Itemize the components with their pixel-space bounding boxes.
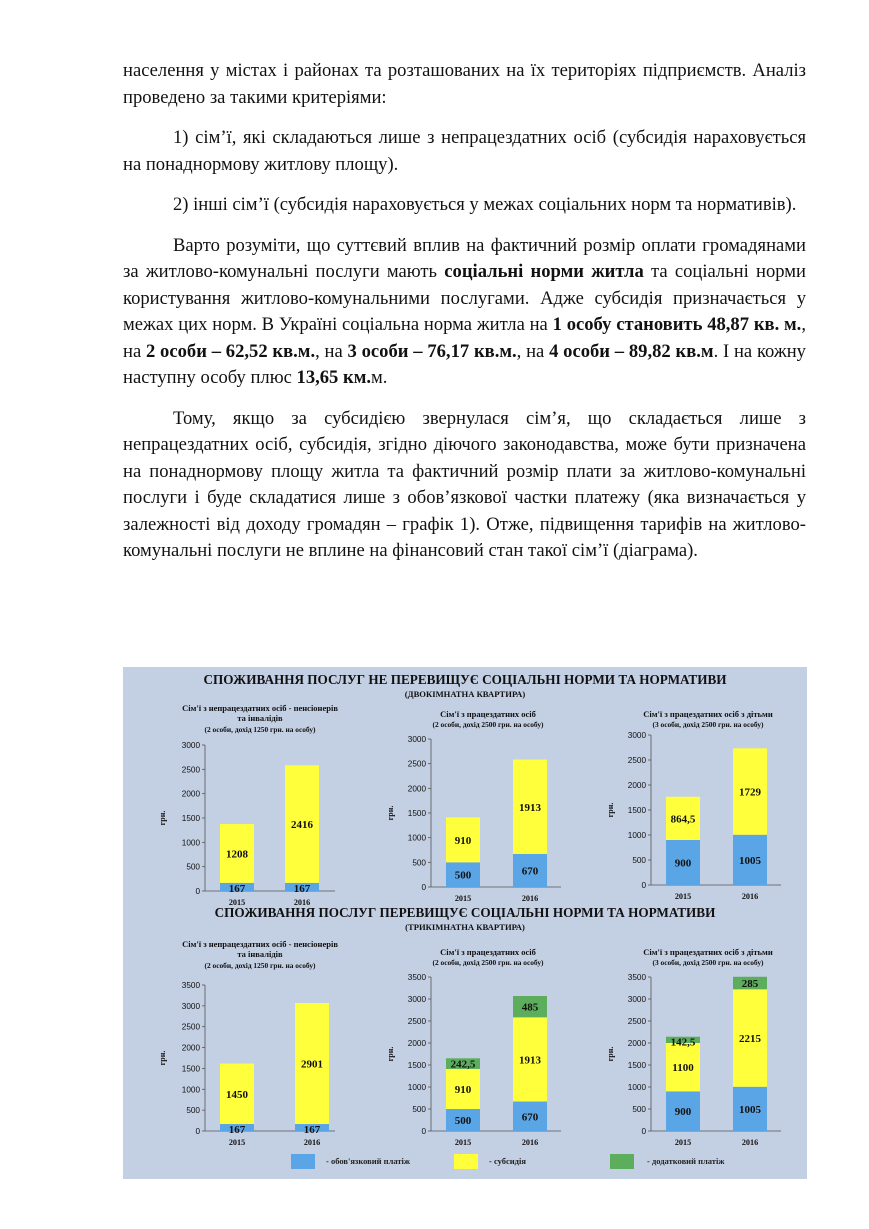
y-tick-label: 2500 bbox=[407, 1017, 426, 1026]
chart-pensioners-two-room bbox=[145, 699, 345, 919]
legend-label-additional: - додатковий платіж bbox=[647, 1156, 725, 1166]
chart-subtitle: (3 особи, дохід 2500 грн. на особу) bbox=[652, 958, 764, 967]
chart-title-line: Сім'ї з непрацездатних осіб - пенсіонерів bbox=[182, 939, 338, 949]
x-tick-label: 2016 bbox=[741, 892, 759, 901]
y-tick-label: 1000 bbox=[407, 833, 426, 843]
bold-run: 1 особу становить 48,87 кв. м. bbox=[552, 314, 802, 335]
legend-label-subsidy: - субсидія bbox=[489, 1156, 526, 1166]
y-tick-label: 1000 bbox=[627, 1083, 646, 1092]
y-tick-label: 2000 bbox=[627, 1039, 646, 1048]
data-label-mandatory: 900 bbox=[674, 857, 692, 870]
y-tick-label: 500 bbox=[632, 1105, 646, 1114]
x-tick-label: 2016 bbox=[521, 894, 539, 903]
y-tick-label: 1500 bbox=[627, 1061, 646, 1070]
y-tick-label: 2000 bbox=[181, 789, 200, 799]
chart-svg bbox=[593, 705, 793, 919]
chart-workers-three-room bbox=[373, 943, 573, 1157]
x-tick-label: 2016 bbox=[741, 1138, 759, 1147]
y-tick-label: 0 bbox=[421, 1127, 426, 1136]
chart-title-line: та інвалідів bbox=[237, 949, 283, 959]
y-tick-label: 0 bbox=[641, 1127, 646, 1136]
data-label-subsidy: 2215 bbox=[739, 1033, 761, 1046]
x-tick-label: 2015 bbox=[674, 1138, 692, 1147]
chart-svg bbox=[373, 705, 573, 919]
data-label-subsidy: 864,5 bbox=[670, 813, 696, 826]
data-label-subsidy: 1208 bbox=[226, 848, 248, 861]
data-label-mandatory: 500 bbox=[454, 869, 472, 882]
y-tick-label: 1000 bbox=[407, 1083, 426, 1092]
top-section-subtitle: (ДВОКІМНАТНА КВАРТИРА) bbox=[404, 689, 526, 699]
paragraph-4 bbox=[123, 233, 806, 392]
chart-title-line: та інвалідів bbox=[237, 713, 283, 723]
x-tick-label: 2016 bbox=[521, 1138, 539, 1147]
bold-run: 4 особи – 89,82 кв.м bbox=[549, 340, 714, 362]
y-tick-label: 3000 bbox=[407, 735, 426, 744]
bold-run: 13,65 км. bbox=[296, 367, 372, 388]
y-axis-label: грн. bbox=[386, 1046, 395, 1062]
text-run: , на bbox=[516, 340, 550, 362]
data-label-mandatory: 500 bbox=[454, 1115, 472, 1127]
y-tick-label: 2000 bbox=[407, 784, 426, 794]
chart-workers-two-room bbox=[373, 705, 573, 919]
data-label-subsidy: 1913 bbox=[519, 1054, 541, 1067]
chart-title: Сім'ї з працездатних осіб з дітьми bbox=[643, 709, 773, 719]
y-tick-label: 0 bbox=[641, 881, 646, 890]
data-label-mandatory: 167 bbox=[303, 1124, 321, 1137]
y-tick-label: 500 bbox=[412, 858, 426, 868]
y-tick-label: 500 bbox=[186, 1106, 200, 1116]
data-label-mandatory: 167 bbox=[228, 1124, 246, 1137]
data-label-subsidy: 2901 bbox=[301, 1058, 323, 1071]
y-tick-label: 500 bbox=[186, 862, 200, 872]
paragraph-2: 1) сім’ї, які складаються лише з непрацездатних осіб (субсидія нараховується на понаднормову житлову площу). bbox=[123, 127, 806, 175]
bold-run: 2 особи – 62,52 кв.м. bbox=[145, 340, 316, 362]
chart-workers-children-two-room bbox=[593, 705, 793, 919]
x-tick-label: 2015 bbox=[454, 894, 472, 903]
x-tick-label: 2016 bbox=[303, 1138, 321, 1147]
legend-swatch-subsidy bbox=[454, 1154, 478, 1169]
data-label-additional: 285 bbox=[741, 978, 759, 991]
y-axis-label: грн. bbox=[386, 805, 395, 821]
y-tick-label: 2500 bbox=[181, 765, 200, 775]
text-run: , на bbox=[315, 340, 348, 362]
y-tick-label: 1000 bbox=[627, 831, 646, 840]
text-run: Варто розуміти, що суттєвий вплив на фактичний розмір оплати громадянами за житлово-комунальні послуги мають bbox=[123, 234, 806, 282]
y-tick-label: 3500 bbox=[627, 973, 646, 982]
chart-title: Сім'ї з працездатних осіб з дітьми bbox=[643, 947, 773, 957]
chart-subtitle: (2 особи, дохід 2500 грн. на особу) bbox=[432, 720, 544, 729]
bold-run: 3 особи – 76,17 кв.м. bbox=[347, 340, 517, 362]
chart-svg bbox=[145, 935, 345, 1157]
data-label-subsidy: 1100 bbox=[672, 1062, 694, 1075]
chart-subtitle: (2 особи, дохід 2500 грн. на особу) bbox=[432, 958, 544, 967]
y-tick-label: 2000 bbox=[407, 1039, 426, 1048]
y-tick-label: 2500 bbox=[181, 1022, 200, 1032]
data-label-subsidy: 1729 bbox=[739, 786, 761, 799]
y-tick-label: 1500 bbox=[181, 814, 200, 823]
data-label-mandatory: 1005 bbox=[739, 854, 761, 867]
legend-swatch-mandatory bbox=[291, 1154, 315, 1169]
x-tick-label: 2015 bbox=[228, 1138, 246, 1147]
data-label-mandatory: 900 bbox=[674, 1106, 692, 1119]
data-label-additional: 485 bbox=[521, 1001, 539, 1014]
y-tick-label: 0 bbox=[195, 887, 200, 896]
chart-svg bbox=[145, 699, 345, 919]
y-tick-label: 2000 bbox=[627, 781, 646, 790]
y-axis-label: грн. bbox=[606, 802, 615, 818]
data-label-additional: 142,5 bbox=[670, 1036, 696, 1049]
data-label-additional: 242,5 bbox=[450, 1058, 476, 1071]
bottom-section-title: СПОЖИВАННЯ ПОСЛУГ ПЕРЕВИЩУЄ СОЦІАЛЬНІ НОРМИ ТА НОРМАТИВИ bbox=[214, 905, 716, 920]
y-tick-label: 1500 bbox=[407, 1061, 426, 1070]
chart-svg bbox=[593, 943, 793, 1157]
y-axis-label: грн. bbox=[158, 1050, 167, 1066]
legend-label-mandatory: - обов'язковий платіж bbox=[326, 1156, 411, 1166]
data-label-mandatory: 670 bbox=[521, 865, 539, 878]
paragraph-5: Тому, якщо за субсидією звернулася сім’я, що складається лише з непрацездатних осіб, субсидія, згідно діючого законодавства, може бути призначена на понаднормову площу житла та фактичний розмір плати за житлово-комунальні послуги і буде складатися лише з обов’язкової частки платежу (яка визначається у залежності від доходу громадян – графік 1). Отже, підвищення тарифів на житлово-комунальні послуги не вплине на фінансовий стан такої сім’ї (діаграма). bbox=[123, 407, 806, 561]
paragraph-3: 2) інші сім’ї (субсидія нараховується у межах соціальних норм та нормативів). bbox=[173, 194, 797, 215]
legend-swatch-additional bbox=[610, 1154, 634, 1169]
y-tick-label: 1000 bbox=[181, 1085, 200, 1095]
data-label-subsidy: 910 bbox=[454, 1083, 472, 1096]
data-label-mandatory: 167 bbox=[293, 882, 311, 895]
chart-svg bbox=[373, 943, 573, 1157]
text-run: , на bbox=[123, 314, 806, 362]
x-tick-label: 2015 bbox=[454, 1138, 472, 1147]
y-tick-label: 3000 bbox=[627, 995, 646, 1004]
y-tick-label: 500 bbox=[412, 1105, 426, 1114]
y-tick-label: 2000 bbox=[181, 1043, 200, 1053]
data-label-subsidy: 1913 bbox=[519, 801, 541, 814]
y-tick-label: 3000 bbox=[407, 995, 426, 1004]
chart-title: Сім'ї з працездатних осіб bbox=[440, 709, 536, 719]
y-tick-label: 2500 bbox=[407, 759, 426, 769]
chart-title-line: Сім'ї з непрацездатних осіб - пенсіонерів bbox=[182, 703, 338, 713]
y-tick-label: 3500 bbox=[407, 973, 426, 982]
y-tick-label: 1500 bbox=[407, 809, 426, 818]
infographic-panel bbox=[123, 667, 807, 1179]
bold-run: соціальні норми житла bbox=[444, 261, 644, 282]
top-section-title: СПОЖИВАННЯ ПОСЛУГ НЕ ПЕРЕВИЩУЄ СОЦІАЛЬНІ НОРМИ ТА НОРМАТИВИ bbox=[203, 672, 727, 687]
chart-subtitle: (2 особи, дохід 1250 грн. на особу) bbox=[204, 725, 316, 734]
x-tick-label: 2016 bbox=[293, 898, 311, 907]
data-label-subsidy: 2416 bbox=[291, 819, 313, 832]
data-label-mandatory: 1005 bbox=[739, 1103, 761, 1116]
chart-title: Сім'ї з працездатних осіб bbox=[440, 947, 536, 957]
y-axis-label: грн. bbox=[606, 1046, 615, 1062]
y-tick-label: 1000 bbox=[181, 838, 200, 848]
chart-workers-children-three-room bbox=[593, 943, 793, 1157]
y-tick-label: 3000 bbox=[181, 741, 200, 750]
y-tick-label: 0 bbox=[195, 1127, 200, 1136]
y-tick-label: 1500 bbox=[181, 1064, 200, 1074]
y-tick-label: 1500 bbox=[627, 806, 646, 815]
y-tick-label: 0 bbox=[421, 883, 426, 892]
chart-subtitle: (3 особи, дохід 2500 грн. на особу) bbox=[652, 720, 764, 729]
x-tick-label: 2015 bbox=[674, 892, 692, 901]
y-tick-label: 500 bbox=[632, 856, 646, 865]
data-label-mandatory: 670 bbox=[521, 1111, 539, 1124]
y-tick-label: 2500 bbox=[627, 1017, 646, 1026]
y-tick-label: 3000 bbox=[181, 1001, 200, 1011]
text-run: . І на кожну наступну особу плюс bbox=[123, 340, 806, 388]
data-label-subsidy: 910 bbox=[454, 834, 472, 847]
y-tick-label: 2500 bbox=[627, 756, 646, 765]
data-label-subsidy: 1450 bbox=[226, 1088, 248, 1101]
text-run: м. bbox=[371, 367, 388, 388]
y-tick-label: 3000 bbox=[627, 731, 646, 740]
bottom-section-subtitle: (ТРИКІМНАТНА КВАРТИРА) bbox=[405, 922, 525, 932]
document-body bbox=[123, 58, 806, 579]
y-tick-label: 3500 bbox=[181, 981, 200, 990]
data-label-mandatory: 167 bbox=[228, 882, 246, 895]
chart-subtitle: (2 особи, дохід 1250 грн. на особу) bbox=[204, 961, 316, 970]
y-axis-label: грн. bbox=[158, 810, 167, 826]
paragraph-1: населення у містах і районах та розташованих на їх територіях підприємств. Аналіз проведено за такими критеріями: bbox=[123, 60, 806, 108]
text-run: та соціальні норми користування житлово-комунальними послугами. Адже субсидія призначається у межах цих норм. В Україні соціальна норма житла на bbox=[123, 261, 807, 335]
x-tick-label: 2015 bbox=[228, 898, 246, 907]
chart-pensioners-three-room bbox=[145, 935, 345, 1157]
